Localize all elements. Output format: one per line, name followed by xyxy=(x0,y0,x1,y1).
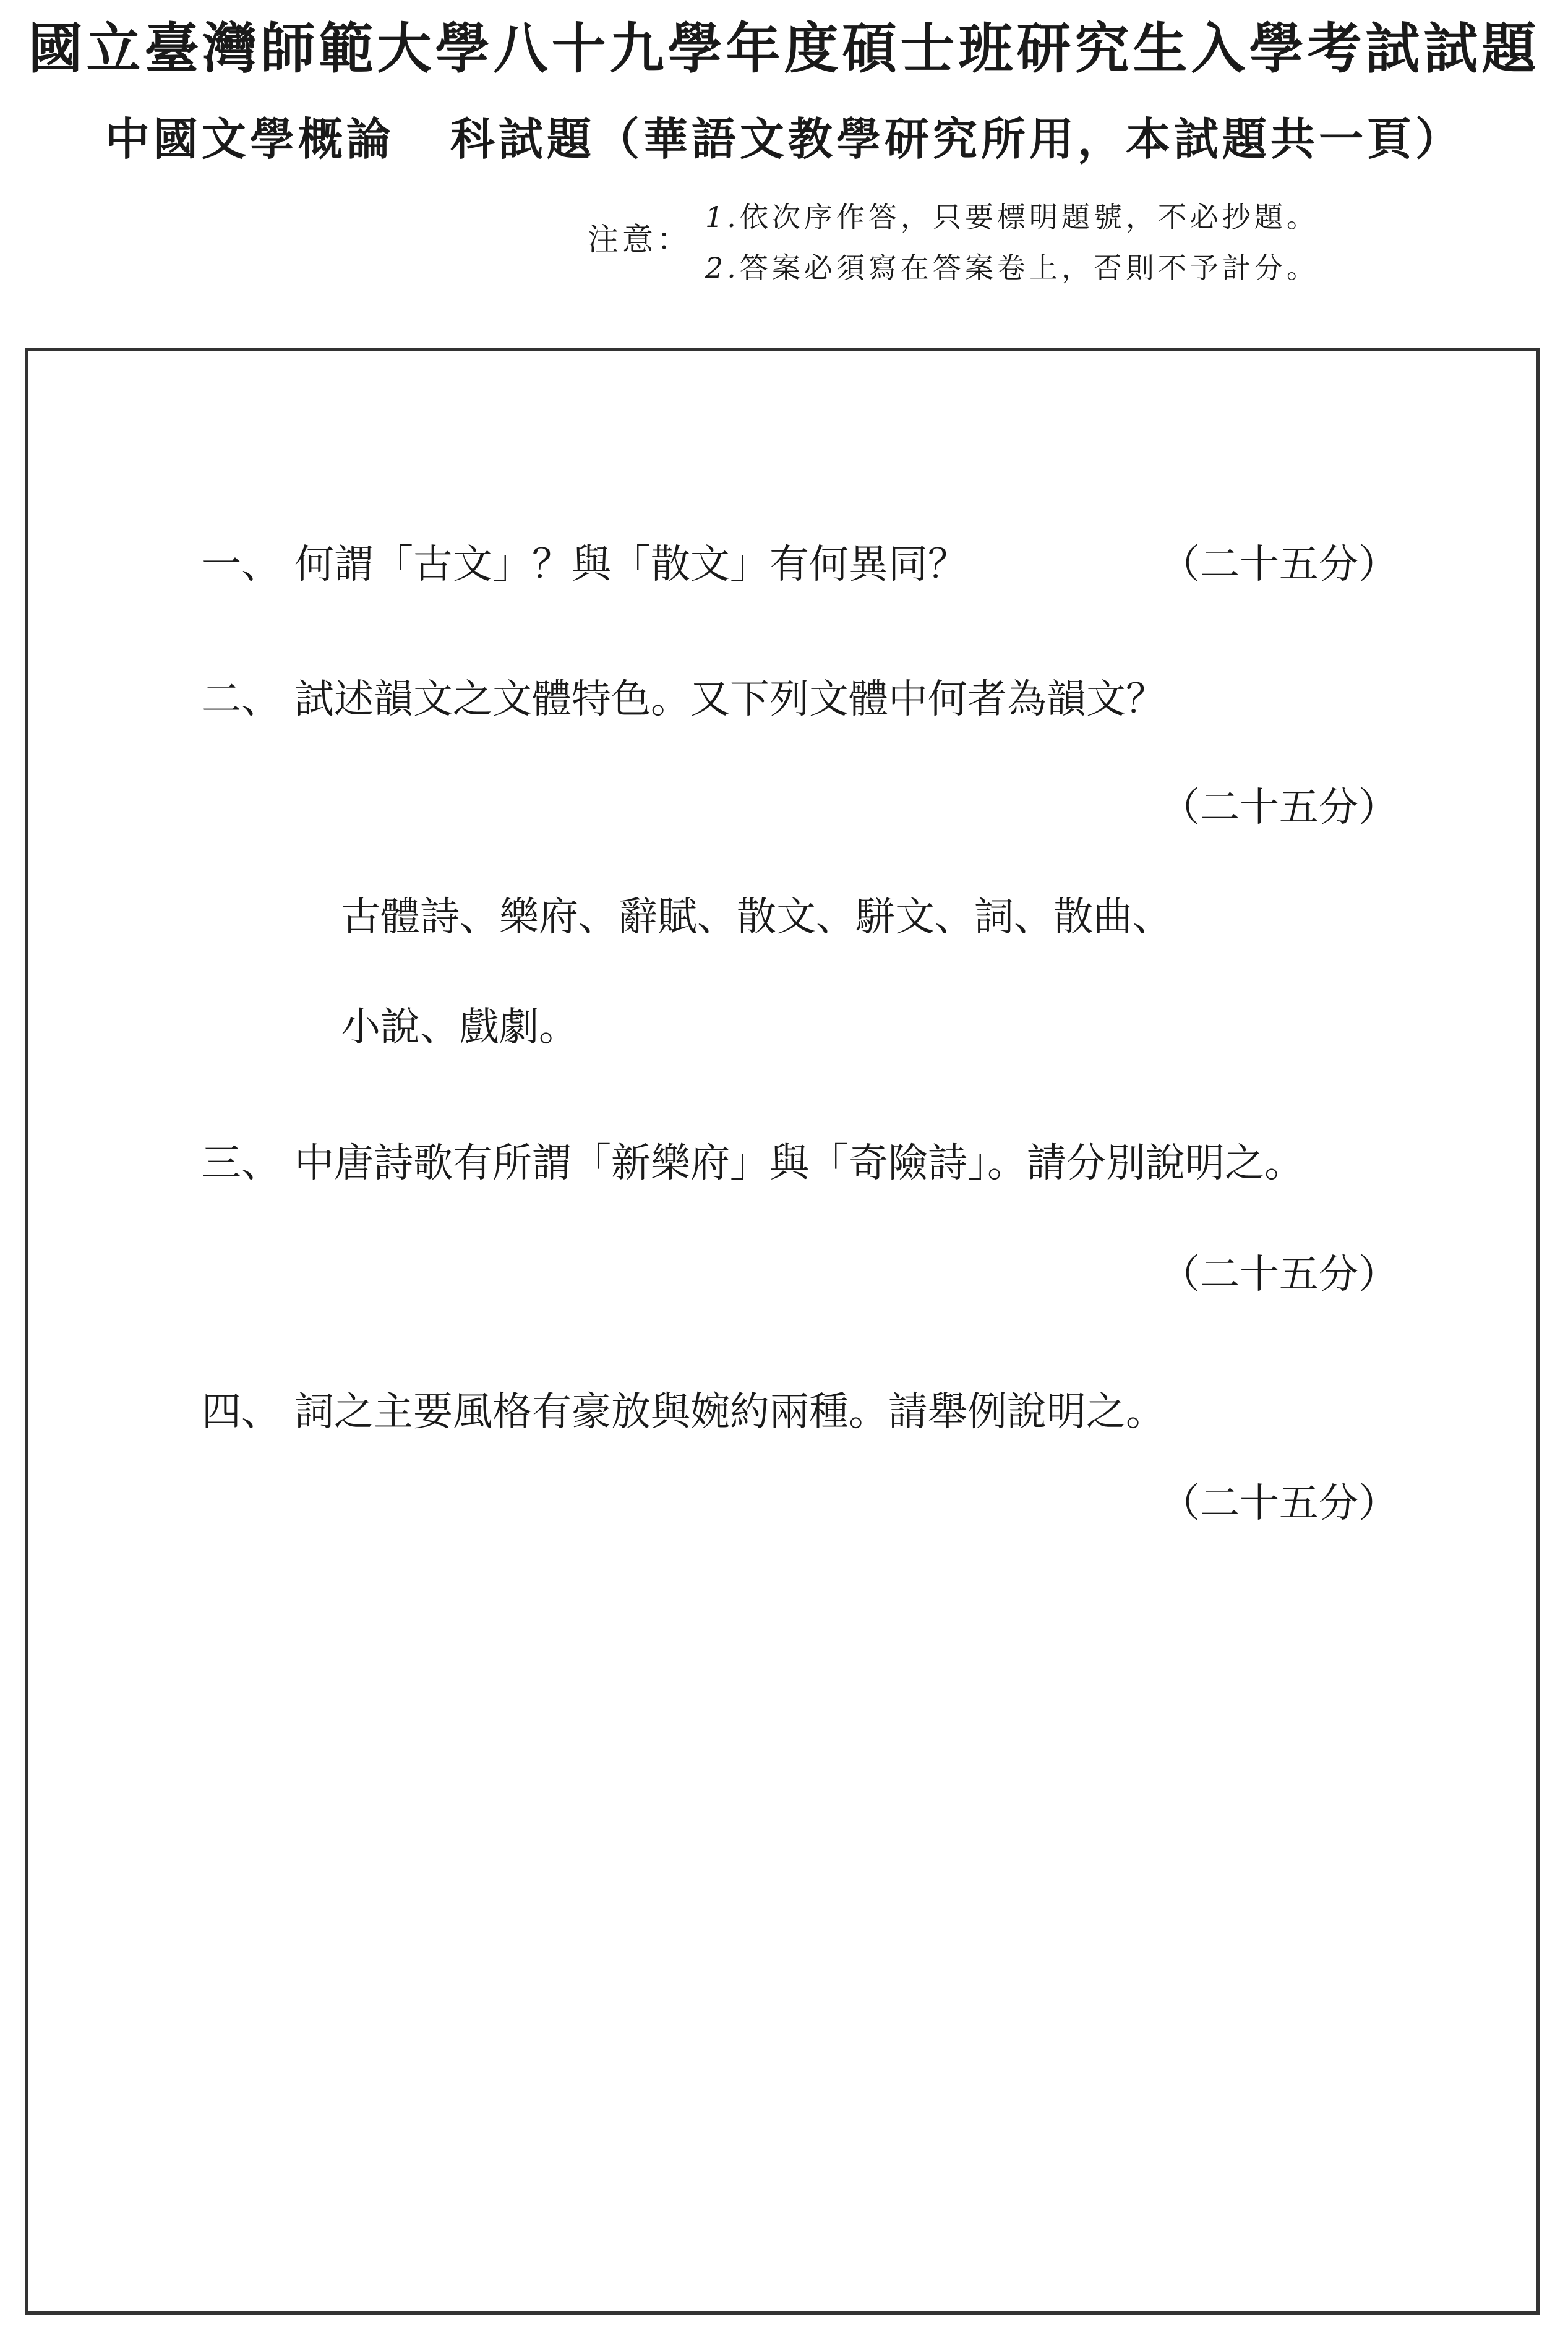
question-2-forms-line-1: 古體詩、樂府、辭賦、散文、駢文、詞、散曲、 xyxy=(341,894,1172,940)
question-text: 中唐詩歌有所謂「新樂府」與「奇險詩」。請分別說明之。 xyxy=(294,1141,1304,1186)
question-1 xyxy=(202,537,967,593)
notice-label: 注意： xyxy=(588,221,692,257)
notice-block xyxy=(588,186,1484,297)
notice-item xyxy=(705,242,1319,293)
question-2-forms-line-2: 小說、戲劇。 xyxy=(341,1004,578,1050)
notice-items xyxy=(705,192,1319,293)
question-text: 試述韻文之文體特色。又下列文體中何者為韻文？ xyxy=(294,677,1165,722)
question-3 xyxy=(202,1136,1304,1191)
question-2 xyxy=(202,672,1165,727)
question-1-score: （二十五分） xyxy=(1160,542,1398,588)
question-number: 四、 xyxy=(202,1389,281,1435)
question-2-score: （二十五分） xyxy=(1160,785,1398,831)
subject-line xyxy=(105,105,1528,173)
notice-item xyxy=(705,192,1319,242)
question-text: 何謂「古文」？與「散文」有何異同？ xyxy=(294,542,967,588)
question-text: 詞之主要風格有豪放與婉約兩種。請舉例說明之。 xyxy=(294,1389,1165,1435)
subject-suffix: 科試題（華語文教學研究所用，本試題共一頁） xyxy=(450,113,1464,165)
notice-item-text: 依次序作答，只要標明題號，不必抄題。 xyxy=(739,200,1319,234)
exam-title: 國立臺灣師範大學八十九學年度碩士班研究生入學考試試題 xyxy=(28,16,1540,80)
question-4 xyxy=(202,1384,1165,1440)
notice-item-number: 2. xyxy=(705,251,740,285)
subject-name: 中國文學概論 xyxy=(105,113,395,165)
question-number: 三、 xyxy=(202,1141,281,1186)
question-3-score: （二十五分） xyxy=(1160,1252,1398,1298)
question-number: 一、 xyxy=(202,542,281,588)
question-4-score: （二十五分） xyxy=(1160,1481,1398,1527)
notice-item-number: 1. xyxy=(705,200,740,234)
question-number: 二、 xyxy=(202,677,281,722)
notice-item-text: 答案必須寫在答案卷上，否則不予計分。 xyxy=(739,251,1319,285)
exam-question-box xyxy=(25,348,1540,2315)
